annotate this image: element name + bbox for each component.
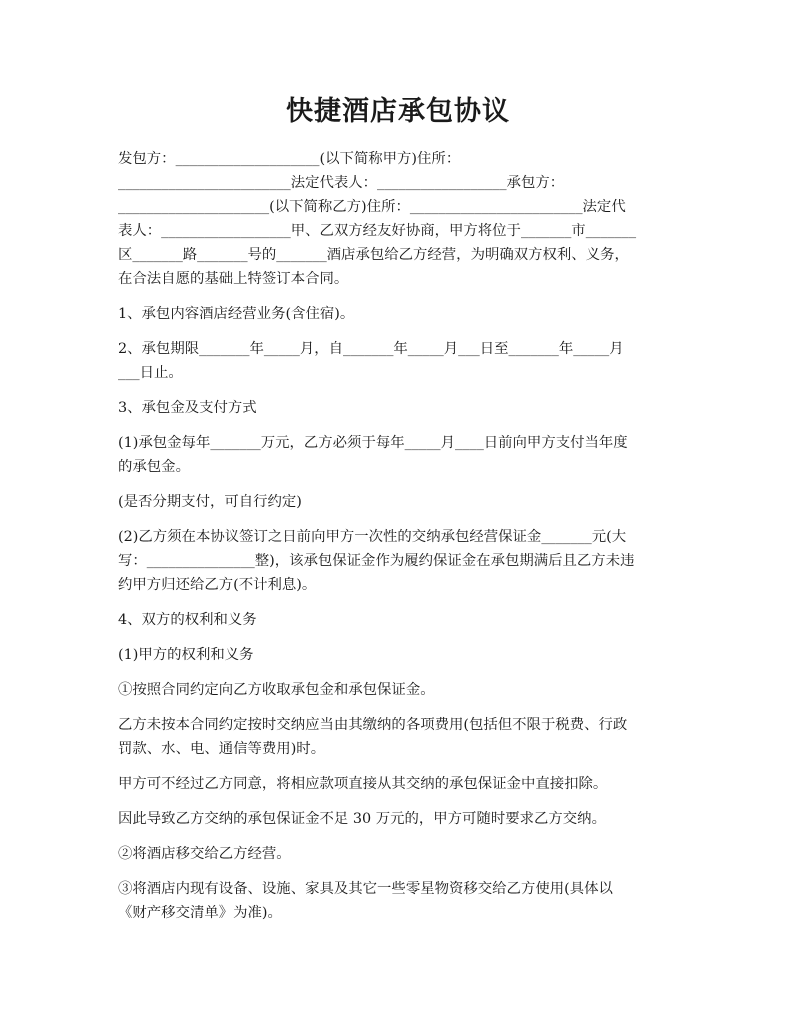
intro-paragraph bbox=[118, 147, 680, 291]
intro-line: 表人：__________________甲、乙双方经友好协商，甲方将位于_______市_______ bbox=[118, 223, 637, 239]
paragraph-line: (1)甲方的权利和义务 bbox=[118, 647, 254, 663]
intro-line: 区_______路_______号的_______酒店承包给乙方经营，为明确双方权利、义务， bbox=[118, 247, 629, 263]
paragraph-line: ②将酒店移交给乙方经营。 bbox=[118, 846, 291, 862]
clause-topup bbox=[118, 807, 680, 831]
paragraph-line: 的承包金。 bbox=[118, 459, 190, 475]
clause-party-a-heading bbox=[118, 643, 680, 667]
paragraph-line: ___日止。 bbox=[118, 365, 183, 381]
clause-contract-term bbox=[118, 337, 680, 385]
clause-installment-note bbox=[118, 490, 680, 514]
clause-deduction bbox=[118, 772, 680, 796]
paragraph-line: (是否分期支付，可自行约定) bbox=[118, 494, 302, 510]
paragraph-line: 罚款、水、电、通信等费用)时。 bbox=[118, 741, 326, 757]
intro-line: ________________________法定代表人：__________________承包方： bbox=[118, 175, 565, 191]
clause-contract-content bbox=[118, 302, 680, 326]
paragraph-line: ①按照合同约定向乙方收取承包金和承包保证金。 bbox=[118, 682, 435, 698]
paragraph-line: 甲方可不经过乙方同意，将相应款项直接从其交纳的承包保证金中直接扣除。 bbox=[118, 776, 608, 792]
paragraph-line: 2、承包期限_______年_____月，自_______年_____月___日至_______年_____月 bbox=[118, 341, 624, 357]
paragraph-line: 4、双方的权利和义务 bbox=[118, 612, 257, 628]
paragraph-line: 1、承包内容酒店经营业务(含住宿)。 bbox=[118, 306, 355, 322]
intro-line: 发包方：____________________(以下简称甲方)住所： bbox=[118, 151, 461, 167]
clause-item-3 bbox=[118, 877, 680, 925]
clause-deposit bbox=[118, 525, 680, 597]
document-title: 快捷酒店承包协议 bbox=[286, 96, 510, 127]
paragraph-line: 约甲方归还给乙方(不计利息)。 bbox=[118, 577, 317, 593]
paragraph-line: 3、承包金及支付方式 bbox=[118, 400, 257, 416]
clause-item-1 bbox=[118, 678, 680, 702]
paragraph-line: ③将酒店内现有设备、设施、家具及其它一些零星物资移交给乙方使用(具体以 bbox=[118, 881, 613, 897]
intro-line: _____________________(以下简称乙方)住所：________________________法定代 bbox=[118, 199, 626, 215]
paragraph-line: 因此导致乙方交纳的承包保证金不足 30 万元的，甲方可随时要求乙方交纳。 bbox=[118, 811, 606, 827]
paragraph-line: 写：_______________整)，该承包保证金作为履约保证金在承包期满后且乙方未违 bbox=[118, 553, 635, 569]
clause-annual-fee bbox=[118, 431, 680, 479]
paragraph-line: 乙方未按本合同约定按时交纳应当由其缴纳的各项费用(包括但不限于税费、行政 bbox=[118, 717, 628, 733]
clause-rights-heading bbox=[118, 608, 680, 632]
paragraph-line: (1)承包金每年_______万元，乙方必须于每年_____月____日前向甲方支付当年度 bbox=[118, 435, 628, 451]
paragraph-line: 《财产移交清单》为准)。 bbox=[118, 905, 282, 921]
clause-payment-heading bbox=[118, 396, 680, 420]
paragraph-line: (2)乙方须在本协议签订之日前向甲方一次性的交纳承包经营保证金_______元(大 bbox=[118, 529, 627, 545]
intro-line: 在合法自愿的基础上特签订本合同。 bbox=[118, 271, 349, 287]
document-body bbox=[118, 147, 680, 936]
clause-fees-unpaid bbox=[118, 713, 680, 761]
clause-item-2 bbox=[118, 842, 680, 866]
